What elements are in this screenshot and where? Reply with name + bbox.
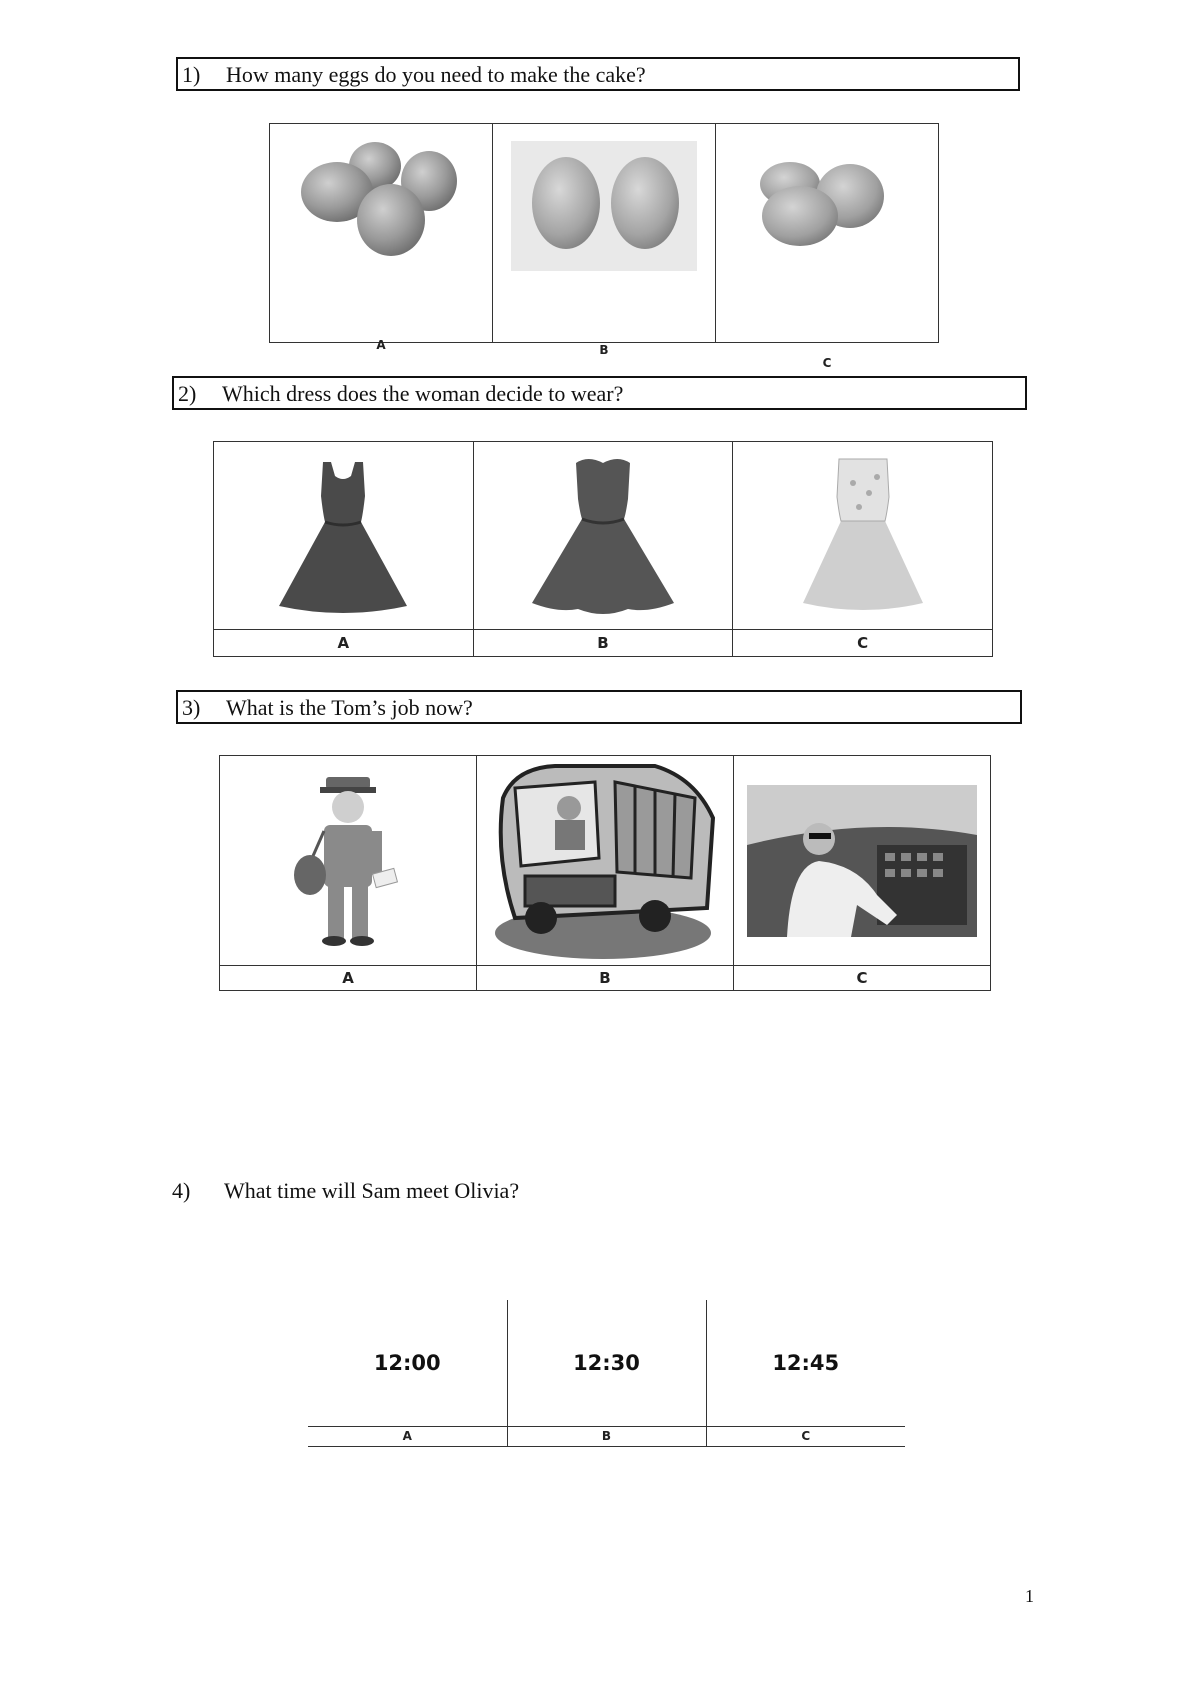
dark-strapless-dress-image (528, 453, 678, 618)
question-2-option-a-label: A (337, 633, 350, 652)
question-4-text: What time will Sam meet Olivia? (224, 1178, 520, 1203)
question-3-number: 3) (182, 695, 201, 720)
question-2-option-c-label-cell (733, 630, 993, 657)
question-1-option-c-label: C (822, 356, 832, 370)
question-4-option-b-time: 12:30 (573, 1350, 640, 1375)
question-4-option-c-time: 12:45 (772, 1350, 840, 1375)
question-2-number: 2) (178, 381, 197, 406)
question-4-option-a[interactable] (308, 1300, 507, 1426)
two-eggs-image (511, 141, 697, 271)
page-number: 1 (1025, 1586, 1034, 1606)
question-4-option-b-label: B (601, 1429, 612, 1443)
question-4-option-c-label-cell (706, 1426, 905, 1446)
question-1-box (176, 57, 1020, 91)
dark-sleeveless-dress-image (273, 456, 413, 616)
question-3-option-b-label: B (599, 968, 611, 987)
question-1-options (269, 123, 939, 370)
four-eggs-image (291, 136, 471, 276)
light-lace-dress-image (793, 453, 933, 618)
question-2-text: Which dress does the woman decide to wear? (222, 381, 624, 406)
question-2-option-b-label-cell (473, 630, 733, 657)
question-4-option-c[interactable] (706, 1300, 905, 1426)
question-3-option-a[interactable] (220, 756, 477, 966)
question-4-number: 4) (172, 1178, 191, 1203)
question-1-option-c[interactable] (716, 124, 939, 370)
question-1-number: 1) (182, 62, 201, 87)
question-3-option-c[interactable] (734, 756, 991, 966)
postman-image (288, 771, 408, 951)
question-1-option-a-label: A (376, 338, 386, 352)
question-4-option-b-label-cell (507, 1426, 706, 1446)
question-4-option-b[interactable] (507, 1300, 706, 1426)
question-1-text: How many eggs do you need to make the cake? (226, 62, 646, 87)
question-3-option-b[interactable] (477, 756, 734, 966)
question-4-option-c-label: C (801, 1429, 811, 1443)
question-2-option-c[interactable] (733, 442, 993, 630)
question-3-option-a-label: A (342, 968, 354, 987)
question-4-option-a-time: 12:00 (373, 1350, 441, 1375)
question-3-option-b-label-cell (477, 966, 734, 991)
question-2-option-a-label-cell (214, 630, 474, 657)
pilot-image (747, 785, 977, 937)
question-1-option-a[interactable] (270, 124, 493, 352)
question-3-option-c-label-cell (734, 966, 991, 991)
question-3-options (219, 755, 991, 991)
question-2-option-a[interactable] (214, 442, 474, 630)
three-eggs-image (742, 154, 912, 264)
question-2-option-b-label: B (597, 633, 609, 652)
question-3-option-c-label: C (856, 968, 868, 987)
question-3-text: What is the Tom’s job now? (226, 695, 473, 720)
question-2-options (213, 441, 993, 657)
question-4-option-a-label: A (402, 1429, 412, 1443)
question-1-option-b[interactable] (493, 124, 716, 357)
question-2-box (172, 376, 1027, 410)
bus-driver-image (485, 758, 725, 963)
question-2-option-b[interactable] (473, 442, 733, 630)
question-2-option-c-label: C (857, 633, 869, 652)
question-3-box (176, 690, 1022, 724)
question-1-option-b-label: B (599, 343, 609, 357)
question-4-option-a-label-cell (308, 1426, 507, 1446)
question-3-option-a-label-cell (220, 966, 477, 991)
question-4-options (308, 1300, 905, 1447)
